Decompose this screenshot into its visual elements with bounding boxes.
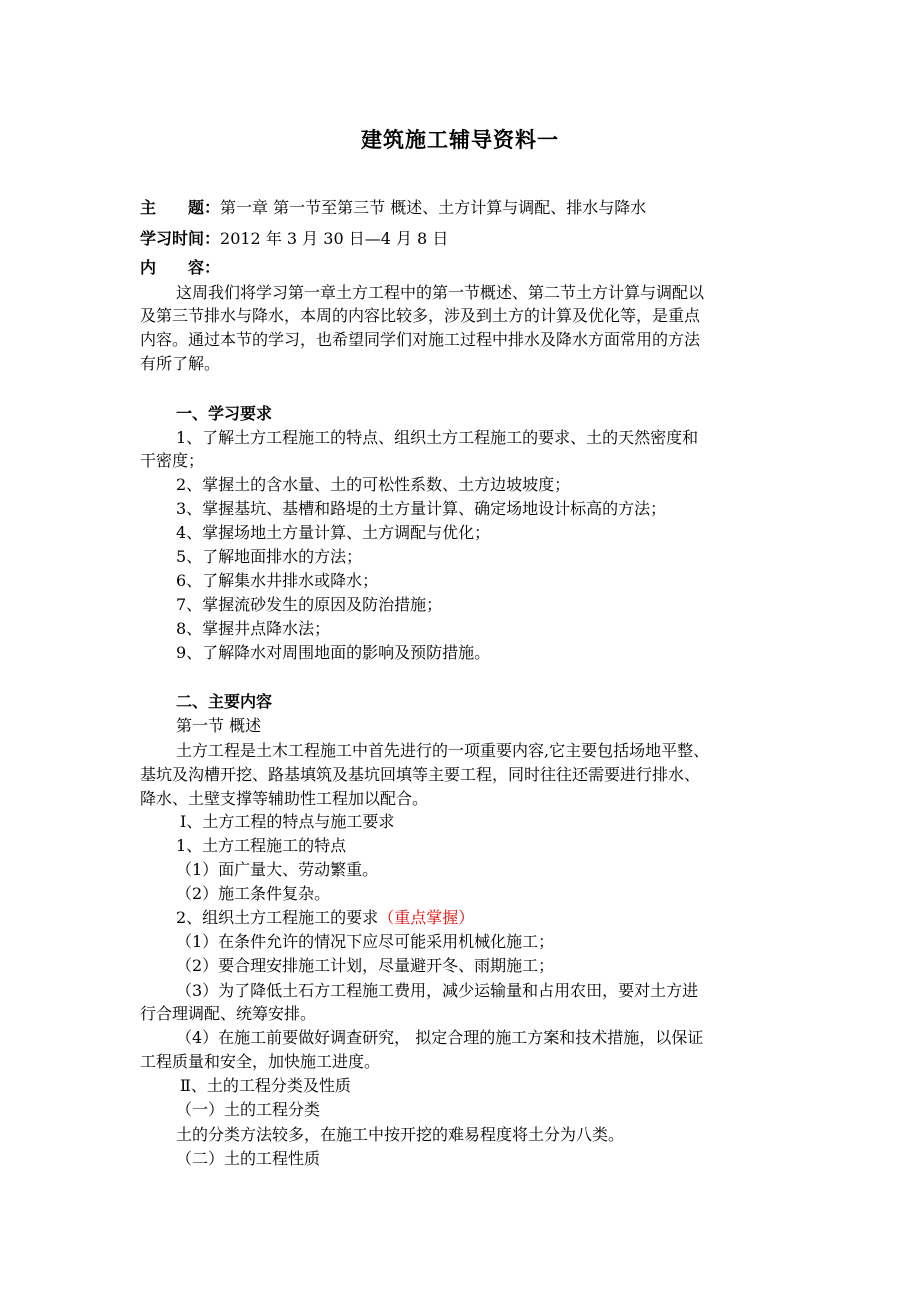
roman-heading-2: Ⅱ、土的工程分类及性质 xyxy=(180,1076,351,1095)
subheading-soil-classification: （一）土的工程分类 xyxy=(176,1100,321,1119)
overview-paragraph-line: 降水、土壁支撑等辅助性工程加以配合。 xyxy=(140,789,429,808)
subject-line xyxy=(140,198,646,218)
overview-paragraph-line: 基坑及沟槽开挖、路基填筑及基坑回填等主要工程，同时往往还需要进行排水、 xyxy=(140,765,701,784)
point-heading-2 xyxy=(176,908,474,928)
requirement-item: 8、掌握井点降水法； xyxy=(176,619,331,638)
roman-heading-1: Ⅰ、土方工程的特点与施工要求 xyxy=(180,812,395,831)
study-time-value: 2012 年 3 月 30 日—4 月 8 日 xyxy=(220,229,449,248)
subject-value: 第一章 第一节至第三节 概述、土方计算与调配、排水与降水 xyxy=(220,198,647,217)
intro-line: 有所了解。 xyxy=(140,354,221,373)
point-heading-2-text: 2、组织土方工程施工的要求 xyxy=(176,908,379,927)
document-title: 建筑施工辅导资料一 xyxy=(361,127,559,152)
requirement-item: 2、掌握土的含水量、土的可松性系数、土方边坡坡度； xyxy=(176,475,571,494)
point-heading-1: 1、土方工程施工的特点 xyxy=(176,836,347,855)
point-item: （2）要合理安排施工计划，尽量避开冬、雨期施工； xyxy=(176,956,555,975)
subheading-soil-properties: （二）土的工程性质 xyxy=(176,1149,321,1168)
overview-paragraph-line: 土方工程是土木工程施工中首先进行的一项重要内容,它主要包括场地平整、 xyxy=(176,741,710,760)
requirement-item: 4、掌握场地土方量计算、土方调配与优化； xyxy=(176,523,491,542)
requirement-item: 9、了解降水对周围地面的影响及预防措施。 xyxy=(176,643,491,662)
requirement-item: 1、了解土方工程施工的特点、组织土方工程施工的要求、土的天然密度和 xyxy=(176,428,699,447)
point-item: （3）为了降低土石方工程施工费用，减少运输量和占用农田，要对土方进 xyxy=(176,981,699,1000)
section-heading-requirements: 一、学习要求 xyxy=(176,404,273,423)
content-label: 内 容： xyxy=(140,258,221,277)
requirement-item: 7、掌握流砂发生的原因及防治措施； xyxy=(176,595,443,614)
point-item: （4）在施工前要做好调查研究， 拟定合理的施工方案和技术措施，以保证 xyxy=(176,1028,704,1047)
point-item: （1）面广量大、劳动繁重。 xyxy=(176,860,379,879)
point-item: （2）施工条件复杂。 xyxy=(176,884,331,903)
intro-line: 这周我们将学习第一章土方工程中的第一节概述、第二节土方计算与调配以 xyxy=(176,283,705,302)
subsection-overview: 第一节 概述 xyxy=(176,716,262,735)
key-point-highlight: （重点掌握） xyxy=(378,908,475,927)
point-item: 工程质量和安全，加快施工进度。 xyxy=(140,1052,381,1071)
study-time-line xyxy=(140,229,448,249)
intro-line: 及第三节排水与降水，本周的内容比较多，涉及到土方的计算及优化等，是重点 xyxy=(140,306,701,325)
section-heading-main-content: 二、主要内容 xyxy=(176,692,273,711)
intro-line: 内容。通过本节的学习，也希望同学们对施工过程中排水及降水方面常用的方法 xyxy=(140,330,701,349)
requirement-item: 干密度； xyxy=(140,451,205,470)
requirement-item: 6、了解集水井排水或降水； xyxy=(176,571,379,590)
subject-label: 主 题： xyxy=(140,198,221,217)
point-item: 行合理调配、统筹安排。 xyxy=(140,1004,317,1023)
study-time-label: 学习时间： xyxy=(140,229,221,248)
requirement-item: 3、掌握基坑、基槽和路堤的土方量计算、确定场地设计标高的方法； xyxy=(176,499,667,518)
point-item: （1）在条件允许的情况下应尽可能采用机械化施工； xyxy=(176,932,555,951)
requirement-item: 5、了解地面排水的方法； xyxy=(176,547,363,566)
soil-classification-text: 土的分类方法较多，在施工中按开挖的难易程度将土分为八类。 xyxy=(176,1125,625,1144)
